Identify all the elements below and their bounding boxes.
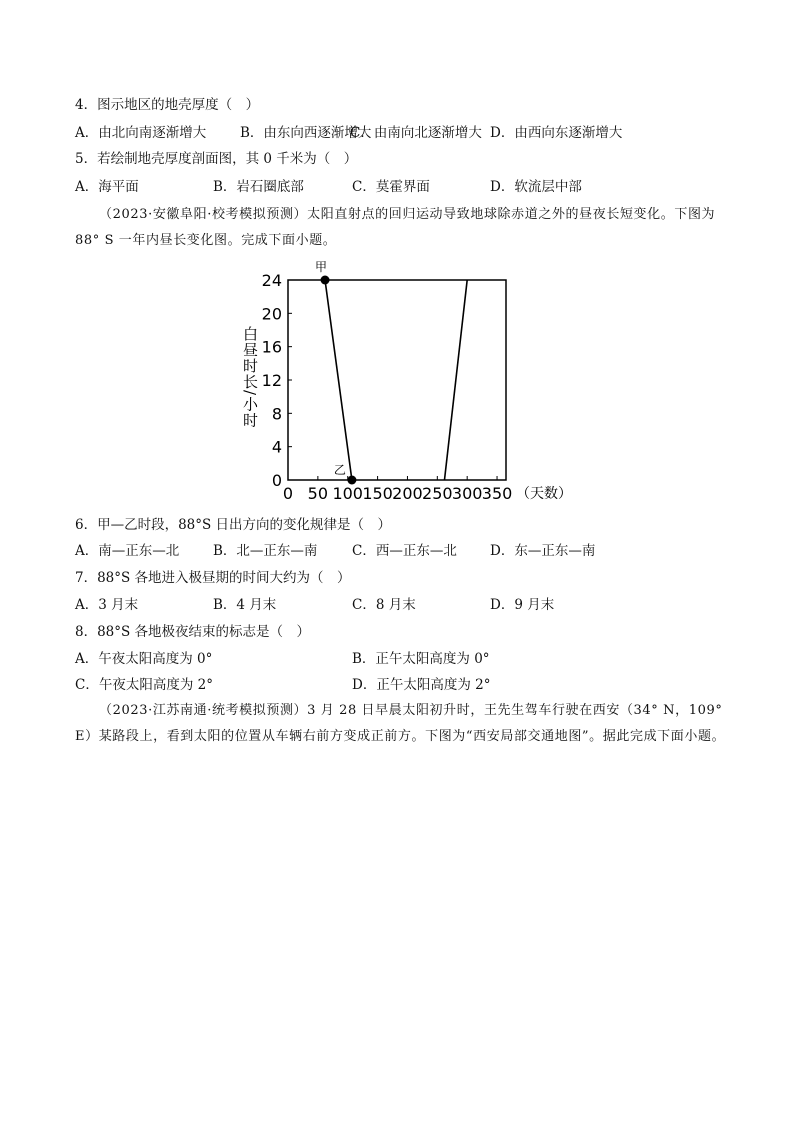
x-tick-label: 300 [451, 484, 483, 503]
q4-option-c: C．由南向北逐渐增大 [350, 125, 482, 141]
q4-option-b: B．由东向西逐渐增大 [240, 125, 372, 141]
q8-option-d: D．正午太阳高度为 2° [352, 677, 491, 693]
q4-stem: 4．图示地区的地壳厚度（ ） [75, 97, 260, 113]
q7-option-d: D．9 月末 [490, 597, 555, 613]
q7-option-b: B．4 月末 [213, 597, 277, 613]
q8-option-a: A．午夜太阳高度为 0° [75, 651, 213, 667]
q8-option-c: C．午夜太阳高度为 2° [75, 677, 213, 693]
x-tick-label: 150 [362, 484, 393, 503]
y-tick-label: 24 [261, 271, 282, 290]
q5-stem: 5．若绘制地壳厚度剖面图，其 0 千米为（ ） [75, 151, 358, 167]
q5-option-b: B．岩石圈底部 [213, 179, 304, 195]
q5-option-a: A．海平面 [75, 179, 139, 195]
chart-plot-area [241, 260, 572, 503]
intro-paragraph-1: （2023·安徽阜阳·校考模拟预测）太阳直射点的回归运动导致地球除赤道之外的昼夜长短变化。下图为 88° S 一年内昼长变化图。完成下面小题。 [75, 207, 716, 248]
q8-option-b: B．正午太阳高度为 0° [352, 651, 490, 667]
q6-option-a: A．南—正东—北 [75, 543, 180, 559]
point-label: 乙 [333, 463, 346, 477]
q5-option-d: D．软流层中部 [490, 179, 582, 195]
q7-option-a: A．3 月末 [75, 597, 139, 613]
q5-option-c: C．莫霍界面 [352, 179, 430, 195]
day-length-chart [230, 258, 572, 508]
y-tick-label: 4 [271, 437, 282, 457]
y-tick-label: 20 [261, 304, 282, 324]
series-line-2 [444, 280, 467, 480]
q6-stem: 6．甲—乙时段，88°S 日出方向的变化规律是（ ） [75, 517, 392, 533]
plot-frame [288, 280, 506, 480]
x-axis-label: （天数） [516, 486, 572, 502]
x-tick-label: 50 [307, 484, 329, 503]
y-tick-label: 0 [271, 471, 282, 490]
x-tick-label: 0 [282, 484, 294, 503]
y-tick-label: 8 [271, 404, 282, 424]
q6-option-d: D．东—正东—南 [490, 543, 596, 559]
q4-option-a: A．由北向南逐渐增大 [75, 125, 207, 141]
x-tick-label: 350 [481, 484, 513, 503]
series-line-1 [325, 280, 352, 480]
x-tick-label: 250 [422, 484, 453, 503]
q4-option-d: D．由西向东逐渐增大 [490, 125, 623, 141]
q7-option-c: C．8 月末 [352, 597, 416, 613]
x-tick-label: 200 [392, 484, 423, 503]
point-marker-2 [347, 476, 356, 485]
y-tick-label: 16 [261, 337, 282, 357]
q6-option-c: C．西—正东—北 [352, 543, 457, 559]
y-tick-label: 12 [261, 371, 282, 390]
point-label: 甲 [315, 260, 328, 274]
x-tick-label: 100 [332, 484, 363, 503]
intro-paragraph-2: （2023·江苏南通·统考模拟预测）3 月 28 日早晨太阳初升时，王先生驾车行驶在西安（34° N，109° E）某路段上，看到太阳的位置从车辆右前方变成正前方。下图为“西安局部交通地图”。据此完成下面小题。 [75, 703, 726, 744]
q6-option-b: B．北—正东—南 [213, 543, 318, 559]
q7-stem: 7．88°S 各地进入极昼期的时间大约为（ ） [75, 570, 351, 586]
y-axis-label: 白昼时长/小时 [241, 326, 259, 429]
point-marker-1 [321, 276, 330, 285]
q8-stem: 8．88°S 各地极夜结束的标志是（ ） [75, 624, 311, 640]
